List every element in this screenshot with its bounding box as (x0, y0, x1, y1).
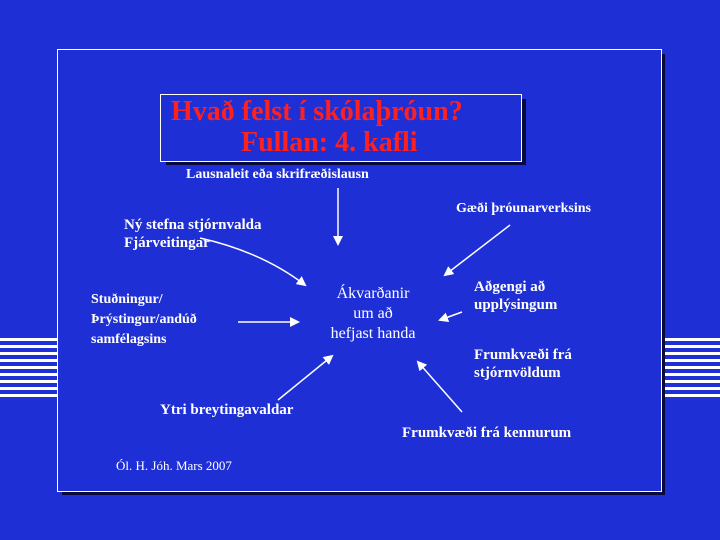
arrow-bottom-left (278, 356, 332, 400)
footer-credit: Ól. H. Jóh. Mars 2007 (116, 458, 232, 473)
factor-top-left (124, 216, 262, 252)
title-line-2: Fullan: 4. kafli (241, 127, 418, 158)
factor-top-left-line-1: Ný stefna stjórnvalda (124, 217, 262, 233)
factor-left-line-3: samfélagsins (91, 332, 167, 347)
arrow-bottom-right (418, 362, 462, 412)
center-line-1: Ákvarðanir (336, 285, 410, 302)
factor-left (91, 290, 197, 350)
factor-right-1 (474, 278, 557, 314)
factor-right-2-line-1: Frumkvæði frá (474, 347, 572, 363)
factor-right-1-line-2: upplýsingum (474, 297, 558, 313)
factor-bottom-right: Frumkvæði frá kennurum (402, 425, 572, 441)
factor-left-line-2: Þrýstingur/andúð (91, 312, 197, 327)
center-decision (308, 284, 438, 344)
arrow-top-right (445, 225, 510, 275)
center-line-2: um að (353, 305, 393, 322)
arrow-right (440, 312, 462, 320)
factor-right-1-line-1: Aðgengi að (474, 279, 546, 295)
title-line-1: Hvað felst í skólaþróun? (171, 96, 463, 127)
factor-top: Lausnaleit eða skrifræðislausn (186, 167, 369, 182)
factor-right-2-line-2: stjórnvöldum (474, 365, 561, 381)
factor-bottom-left: Ytri breytingavaldar (160, 402, 294, 418)
center-line-3: hefjast handa (330, 325, 416, 342)
factor-top-left-line-2: Fjárveitingar (124, 235, 210, 251)
factor-right-2 (474, 346, 572, 382)
factor-left-line-1: Stuðningur/ (91, 292, 163, 307)
factor-top-right: Gæði þróunarverksins (456, 201, 591, 216)
